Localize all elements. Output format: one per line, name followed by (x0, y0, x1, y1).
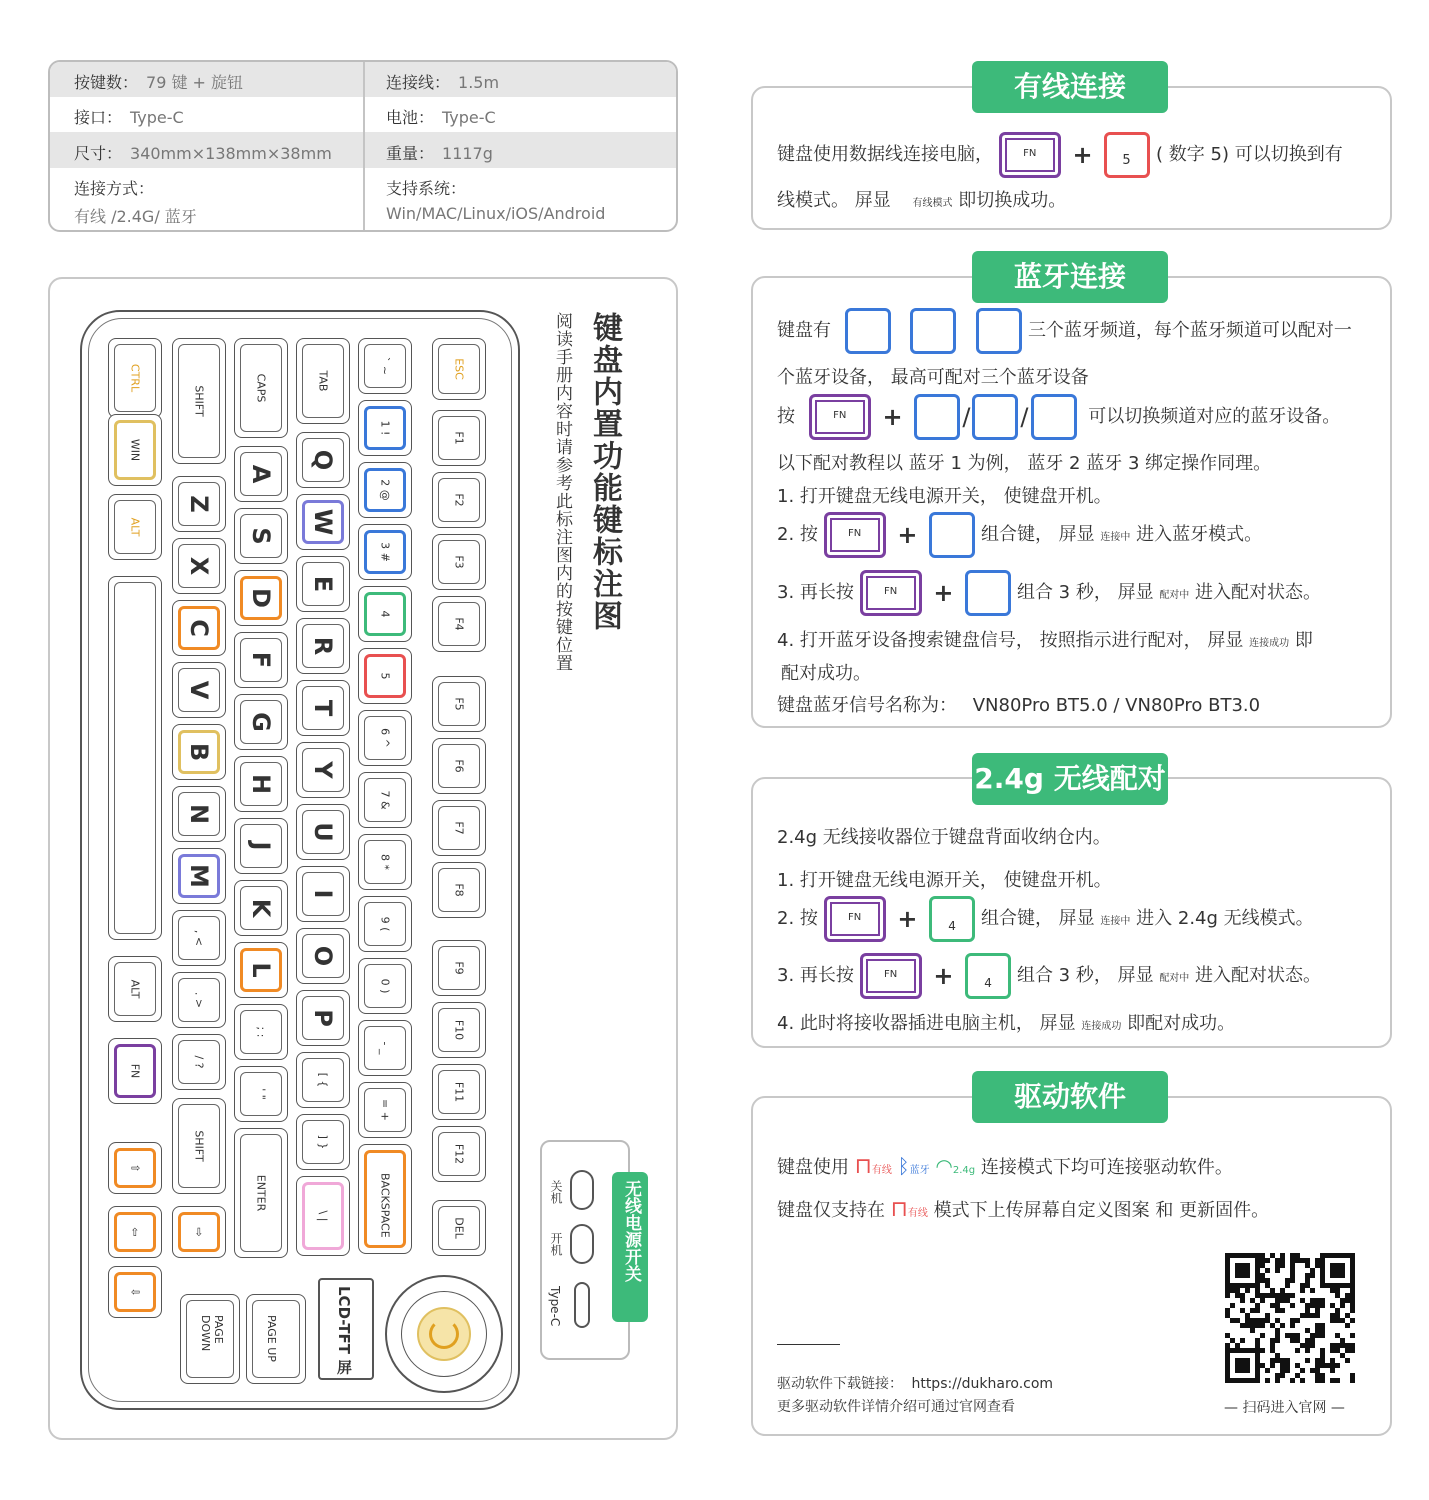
bluetooth-1-icon (965, 570, 1011, 616)
key-k[interactable]: K (234, 880, 288, 936)
key-d[interactable]: D (234, 570, 288, 626)
key-backspace[interactable]: BACKSPACE (358, 1144, 412, 1254)
key-equal[interactable]: = + (358, 1082, 412, 1138)
key-f[interactable]: F (234, 632, 288, 688)
qr-code[interactable] (1225, 1253, 1355, 1383)
key-f7[interactable]: F7 (432, 800, 486, 856)
spec-value: 有线 /2.4G/ 蓝牙 (74, 207, 197, 226)
key-t[interactable]: T (296, 680, 350, 736)
spec-label: 接口： (74, 108, 123, 127)
key-n[interactable]: N (172, 786, 226, 842)
divider (777, 1344, 840, 1345)
key-3[interactable]: 3 # (358, 524, 412, 580)
key-j[interactable]: J (234, 818, 288, 874)
typec-port (574, 1282, 590, 1328)
key-p[interactable]: P (296, 990, 350, 1046)
key-period[interactable]: . > (172, 972, 226, 1028)
switch-off[interactable] (570, 1170, 594, 1210)
w24-line-5: 4. 此时将接收器插进电脑主机， 屏显 连接成功 即配对成功。 (777, 1013, 1236, 1034)
key-f8[interactable]: F8 (432, 862, 486, 918)
wifi-icon: ◠ (935, 1154, 953, 1178)
key-arrow-right[interactable]: ⇨ (172, 1206, 226, 1258)
spec-value: Win/MAC/Linux/iOS/Android (386, 204, 606, 223)
w24-pairing-icon: 配对中 (1159, 973, 1190, 984)
download-line: 驱动软件下载链接： https://dukharo.com (777, 1376, 1054, 1392)
key-c[interactable]: C (172, 600, 226, 656)
key-slash[interactable]: / ? (172, 1034, 226, 1090)
key-y[interactable]: Y (296, 742, 350, 798)
key-f1[interactable]: F1 (432, 410, 486, 466)
key-0[interactable]: 0 ) (358, 958, 412, 1014)
spec-label: 支持系统： (386, 179, 467, 198)
bt-line-8: 4. 打开蓝牙设备搜索键盘信号， 按照指示进行配对， 屏显 连接成功 即 (777, 630, 1313, 651)
key-x[interactable]: X (172, 538, 226, 594)
key-l[interactable]: L (234, 942, 288, 998)
bt-line-7: 3. 再长按 FN + 组合 3 秒， 屏显 配对中 进入配对状态。 (777, 570, 1321, 616)
bt-line-2: 个蓝牙设备， 最高可配对三个蓝牙设备 (777, 367, 1089, 388)
fn-key-icon: FN (860, 953, 922, 999)
key-space[interactable] (108, 576, 162, 940)
fn-key-icon: FN (999, 132, 1061, 178)
key-enter[interactable]: ENTER (234, 1128, 288, 1258)
key-1[interactable]: 1 ! (358, 400, 412, 456)
key-f3[interactable]: F3 (432, 534, 486, 590)
key-fn[interactable]: FN (108, 1038, 162, 1104)
wired-line-1: 键盘使用数据线连接电脑， FN + 5 ( 数字 5) 可以切换到有 (777, 132, 1343, 178)
key-o[interactable]: O (296, 928, 350, 984)
key-bracket-right[interactable]: ] } (296, 1114, 350, 1170)
bt-line-9: 配对成功。 (781, 663, 871, 684)
bt-line-4: 以下配对教程以 蓝牙 1 为例， 蓝牙 2 蓝牙 3 绑定操作同理。 (777, 453, 1272, 474)
bt-success-icon: 连接成功 (1249, 638, 1290, 649)
key-2[interactable]: 2 @ (358, 462, 412, 518)
key-alt-left[interactable]: ALT (108, 494, 162, 560)
key-arrow-left[interactable]: ⇦ (108, 1206, 162, 1258)
key-f5[interactable]: F5 (432, 676, 486, 732)
key-8[interactable]: 8 * (358, 834, 412, 890)
divider (363, 62, 365, 230)
port-label: Type-C (548, 1286, 562, 1327)
download-link[interactable]: https://dukharo.com (911, 1376, 1054, 1392)
w24-title: 2.4g 无线配对 (972, 753, 1168, 805)
usb-icon: ⊓ (854, 1154, 872, 1179)
key-9[interactable]: 9 ( (358, 896, 412, 952)
wireless-key-icon: 4 (965, 953, 1011, 999)
bluetooth-1-icon (914, 394, 960, 440)
bluetooth-1-icon (845, 308, 891, 354)
key-page-down[interactable]: PAGE DOWN (180, 1294, 240, 1384)
key-7[interactable]: 7 & (358, 772, 412, 828)
key-6[interactable]: 6 ^ (358, 710, 412, 766)
spec-label: 连接方式： (74, 179, 155, 198)
spec-label: 尺寸： (74, 144, 123, 163)
key-page-up[interactable]: PAGE UP (246, 1294, 306, 1384)
key-r[interactable]: R (296, 618, 350, 674)
lcd-label: LCD-TFT 屏 (335, 1286, 353, 1375)
key-alt-right[interactable]: ALT (108, 956, 162, 1022)
fn-key-icon: FN (824, 896, 886, 942)
key-f9[interactable]: F9 (432, 940, 486, 996)
key-shift-right[interactable]: SHIFT (172, 1098, 226, 1194)
key-win[interactable]: WIN (108, 414, 162, 486)
key-shift-left[interactable]: SHIFT (172, 338, 226, 464)
w24-success-icon: 连接成功 (1081, 1021, 1122, 1032)
qr-caption: — 扫码进入官网 — (1224, 1400, 1345, 1416)
key-e[interactable]: E (296, 556, 350, 612)
power-switch-tag (612, 1172, 648, 1322)
switch-off-label: 关机 (549, 1180, 563, 1204)
spec-label: 按键数： (74, 73, 139, 92)
key-q[interactable]: Q (296, 432, 350, 488)
bt-title: 蓝牙连接 (972, 251, 1168, 303)
bt-line-6: 2. 按 FN + 组合键， 屏显 连接中 进入蓝牙模式。 (777, 512, 1262, 558)
key-s[interactable]: S (234, 508, 288, 564)
bluetooth-3-icon (976, 308, 1022, 354)
key-comma[interactable]: , < (172, 910, 226, 966)
key-bracket-left[interactable]: [ { (296, 1052, 350, 1108)
lcd-screen (318, 1278, 374, 1380)
switch-on-label: 开机 (549, 1232, 563, 1256)
more-info: 更多驱动软件详情介绍可通过官网查看 (777, 1399, 1015, 1415)
key-f12[interactable]: F12 (432, 1126, 486, 1182)
wired-mode-icon: 有线模式 (912, 198, 953, 209)
key-tab[interactable]: TAB (296, 338, 350, 424)
bt-pairing-icon: 配对中 (1159, 590, 1190, 601)
spec-value: Type-C (442, 108, 496, 127)
key-caps[interactable]: CAPS (234, 338, 288, 438)
wireless-key-icon: 4 (929, 896, 975, 942)
fn-key-icon: FN (860, 570, 922, 616)
rotate-icon (417, 1307, 471, 1361)
key-f6[interactable]: F6 (432, 738, 486, 794)
bt-line-3: 按 FN + / / 可以切换频道对应的蓝牙设备。 (777, 394, 1340, 440)
bluetooth-3-icon (1031, 394, 1077, 440)
power-switch-title: 无线电源开关 (621, 1180, 641, 1282)
key-ctrl[interactable]: CTRL (108, 338, 162, 418)
key-w[interactable]: W (296, 494, 350, 550)
driver-title: 驱动软件 (972, 1071, 1168, 1123)
bluetooth-icon: ᛒ (897, 1154, 910, 1178)
key-5[interactable]: 5 (358, 648, 412, 704)
key-del[interactable]: DEL (432, 1200, 486, 1256)
key-arrow-down[interactable]: ⇩ (108, 1266, 162, 1318)
keyboard-subtitle: 阅读手册内容时请参考此标注图内的按键位置 (552, 312, 572, 672)
driver-line-2: 键盘仅支持在 ⊓有线 模式下上传屏幕自定义图案 和 更新固件。 (777, 1197, 1270, 1222)
switch-on[interactable] (570, 1224, 594, 1264)
spec-label: 重量： (386, 144, 435, 163)
key-u[interactable]: U (296, 804, 350, 860)
key-f2[interactable]: F2 (432, 472, 486, 528)
wired-title: 有线连接 (972, 61, 1168, 113)
bt-line-10: 键盘蓝牙信号名称为： VN80Pro BT5.0 / VN80Pro BT3.0 (777, 695, 1261, 716)
key-semicolon[interactable]: ; : (234, 1004, 288, 1060)
key-4[interactable]: 4 (358, 586, 412, 642)
key-f10[interactable]: F10 (432, 1002, 486, 1058)
spec-table (48, 60, 678, 232)
bluetooth-1-icon (929, 512, 975, 558)
spec-value: 1117g (442, 144, 493, 163)
w24-line-3: 2. 按 FN + 4 组合键， 屏显 连接中 进入 2.4g 无线模式。 (777, 896, 1314, 942)
fn-key-icon: FN (824, 512, 886, 558)
spec-label: 电池： (386, 108, 435, 127)
spec-value: 1.5m (458, 73, 500, 92)
fn-key-icon: FN (809, 394, 871, 440)
bt-connecting-icon: 连接中 (1100, 532, 1131, 543)
key-backslash[interactable]: \ | (296, 1176, 350, 1256)
key-v[interactable]: V (172, 662, 226, 718)
bt-line-1: 键盘有 三个蓝牙频道，每个蓝牙频道可以配对一 (777, 308, 1352, 354)
spec-value: 79 键 + 旋钮 (146, 73, 244, 92)
bluetooth-2-icon (910, 308, 956, 354)
key-arrow-up[interactable]: ⇧ (108, 1142, 162, 1194)
key-b[interactable]: B (172, 724, 226, 780)
key-grave[interactable]: ` ~ (358, 338, 412, 394)
knob[interactable] (385, 1275, 503, 1393)
w24-line-4: 3. 再长按 FN + 4 组合 3 秒， 屏显 配对中 进入配对状态。 (777, 953, 1321, 999)
wired-line-2: 线模式。 屏显 有线模式 即切换成功。 (777, 190, 1067, 211)
wired-key-icon: 5 (1104, 132, 1150, 178)
w24-line-1: 2.4g 无线接收器位于键盘背面收纳仓内。 (777, 827, 1111, 848)
w24-connecting-icon: 连接中 (1100, 916, 1131, 927)
key-minus[interactable]: - _ (358, 1020, 412, 1076)
key-quote[interactable]: ' " (234, 1066, 288, 1122)
spec-label: 连接线： (386, 73, 451, 92)
driver-line-1: 键盘使用 ⊓有线 ᛒ蓝牙 ◠2.4g 连接模式下均可连接驱动软件。 (777, 1154, 1233, 1179)
key-f11[interactable]: F11 (432, 1064, 486, 1120)
key-z[interactable]: Z (172, 476, 226, 532)
key-a[interactable]: A (234, 446, 288, 502)
key-m[interactable]: M (172, 848, 226, 904)
spec-value: Type-C (130, 108, 184, 127)
key-f4[interactable]: F4 (432, 596, 486, 652)
keyboard-title: 键盘内置功能键标注图 (587, 312, 622, 632)
key-i[interactable]: I (296, 866, 350, 922)
w24-line-2: 1. 打开键盘无线电源开关， 使键盘开机。 (777, 870, 1112, 891)
usb-icon: ⊓ (890, 1197, 908, 1222)
key-h[interactable]: H (234, 756, 288, 812)
bluetooth-2-icon (972, 394, 1018, 440)
spec-value: 340mm×138mm×38mm (130, 144, 332, 163)
key-esc[interactable]: ESC (432, 338, 486, 400)
bt-line-5: 1. 打开键盘无线电源开关， 使键盘开机。 (777, 486, 1112, 507)
key-g[interactable]: G (234, 694, 288, 750)
